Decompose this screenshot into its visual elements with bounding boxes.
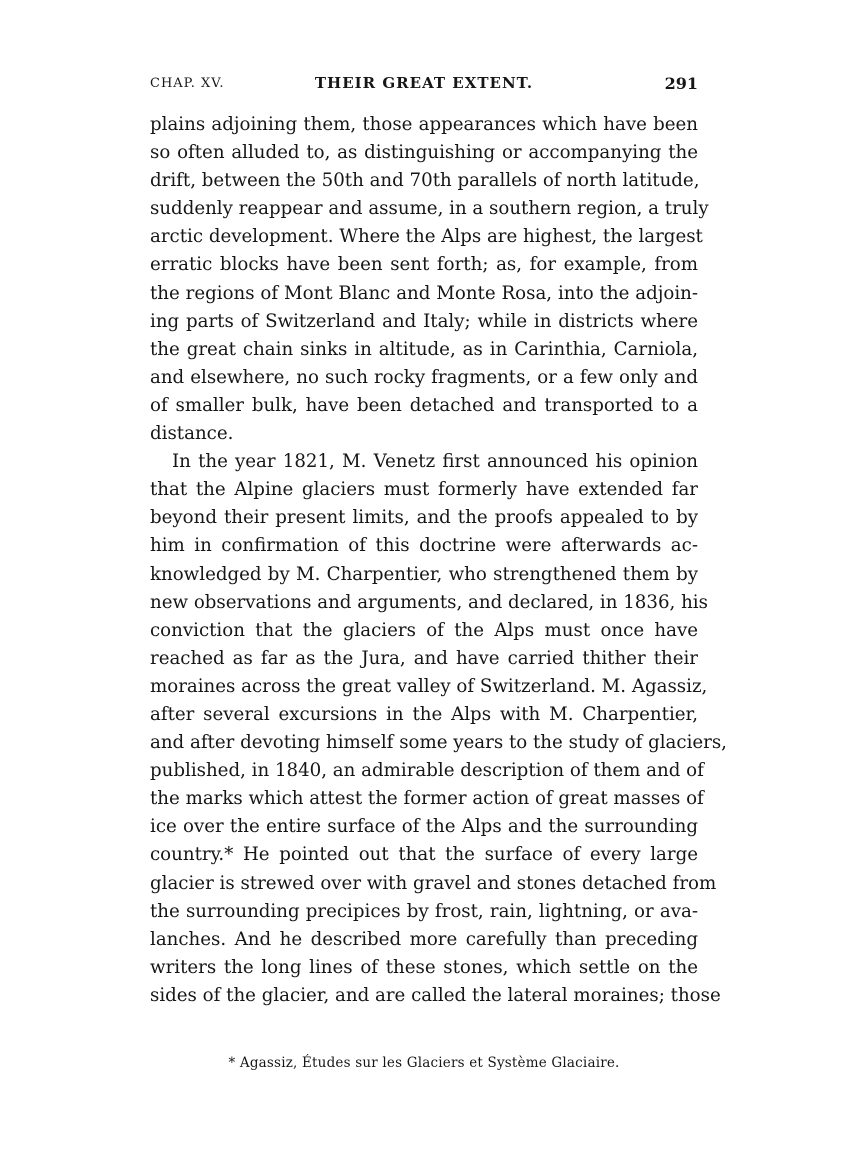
text-line: country.* He pointed out that the surface of every large (150, 844, 698, 866)
text-line: In the year 1821, M. Venetz first announced his opinion (172, 451, 698, 473)
text-line: ice over the entire surface of the Alps and the surrounding (150, 816, 698, 838)
chapter-label: CHAP. XV. (150, 76, 225, 91)
text-line: writers the long lines of these stones, which settle on the (150, 956, 698, 978)
text-line: knowledged by M. Charpentier, who strengthened them by (150, 563, 698, 585)
text-line: the great chain sinks in altitude, as in Carinthia, Carniola, (150, 338, 698, 360)
text-line: that the Alpine glaciers must formerly have extended far (150, 479, 698, 501)
running-title: THEIR GREAT EXTENT. (314, 74, 534, 92)
text-line: published, in 1840, an admirable description of them and of (150, 760, 704, 782)
text-line: the surrounding precipices by frost, rain, lightning, or ava- (150, 900, 698, 922)
text-line: lanches. And he described more carefully than preceding (150, 928, 698, 950)
text-line: ing parts of Switzerland and Italy; while in districts where (150, 310, 698, 332)
text-line: conviction that the glaciers of the Alps must once have (150, 619, 698, 641)
running-head (150, 74, 698, 96)
text-line: glacier is strewed over with gravel and stones detached from (150, 872, 717, 894)
text-line: reached as far as the Jura, and have carried thither their (150, 647, 698, 669)
text-line: after several excursions in the Alps with M. Charpentier, (150, 703, 698, 725)
text-line: so often alluded to, as distinguishing or accompanying the (150, 142, 698, 164)
text-line: and after devoting himself some years to the study of glaciers, (150, 732, 727, 754)
text-line: moraines across the great valley of Switzerland. M. Agassiz, (150, 675, 708, 697)
text-line: drift, between the 50th and 70th parallels of north latitude, (150, 170, 700, 192)
text-line: erratic blocks have been sent forth; as, for example, from (150, 254, 698, 276)
text-line: beyond their present limits, and the proofs appealed to by (150, 507, 698, 529)
text-line: new observations and arguments, and declared, in 1836, his (150, 591, 708, 613)
body-text (150, 111, 727, 1010)
text-line: sides of the glacier, and are called the lateral moraines; those (150, 984, 721, 1006)
text-line: of smaller bulk, have been detached and transported to a (150, 394, 698, 416)
footnote: * Agassiz, Études sur les Glaciers et Système Glaciaire. (228, 1055, 620, 1071)
text-line: the regions of Mont Blanc and Monte Rosa, into the adjoin- (150, 282, 698, 304)
page-number: 291 (664, 74, 698, 93)
text-line: the marks which attest the former action of great masses of (150, 788, 704, 810)
text-line: distance. (150, 423, 234, 445)
text-line: arctic development. Where the Alps are highest, the largest (150, 226, 703, 248)
text-line: suddenly reappear and assume, in a southern region, a truly (150, 198, 709, 220)
text-line: and elsewhere, no such rocky fragments, or a few only and (150, 366, 698, 388)
text-line: plains adjoining them, those appearances which have been (150, 114, 698, 135)
text-line: him in confirmation of this doctrine were afterwards ac- (150, 535, 698, 557)
